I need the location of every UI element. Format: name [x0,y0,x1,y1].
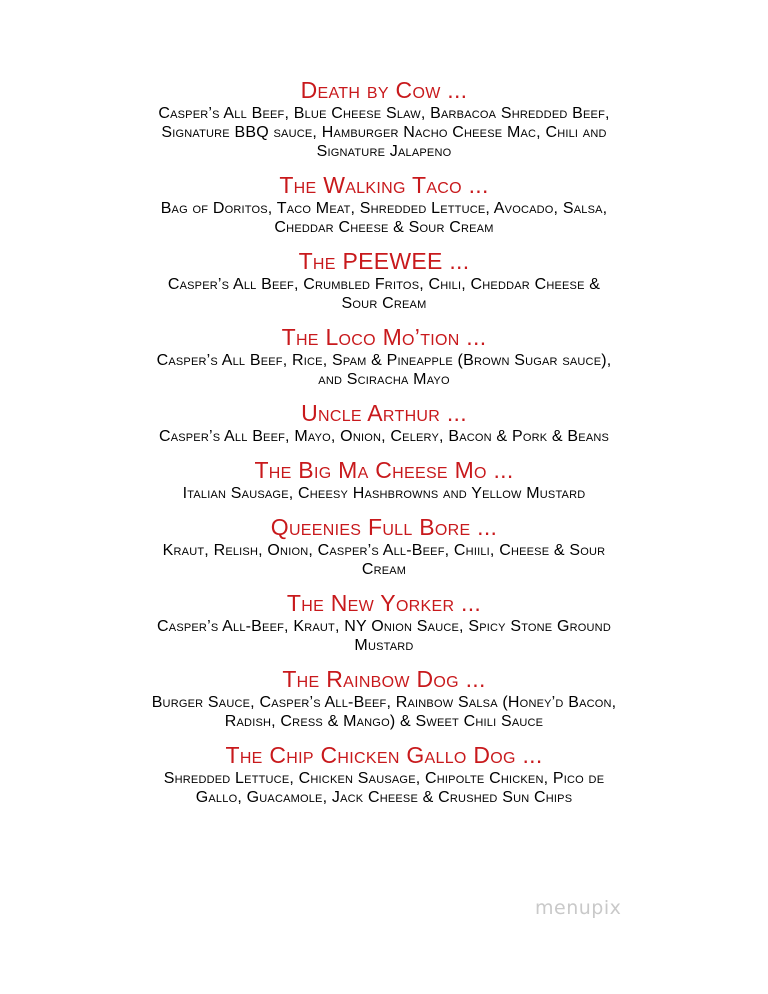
menu-item-description: Bag of Doritos, Taco Meat, Shredded Lettuce, Avocado, Salsa, Cheddar Cheese & Sour Cream [160,200,608,236]
menu-item-name: The Loco Mo’tion ... [281,324,487,350]
menu-item-description: Kraut, Relish, Onion, Casper’s All-Beef, Chiili, Cheese & Sour Cream [162,542,606,578]
menu-item-description: Casper’s All Beef, Rice, Spam & Pineapple (Brown Sugar sauce), and Sciracha Mayo [156,352,612,388]
menu-item-big-ma-cheese-mo [0,456,768,503]
menu-item-name: The Rainbow Dog ... [282,666,486,692]
menu-item-name: Queenies Full Bore ... [270,514,498,540]
menu-item-rainbow-dog [0,665,768,731]
menu-item-description: Italian Sausage, Cheesy Hashbrowns and Yellow Mustard [182,485,586,502]
menu-item-death-by-cow [0,76,768,161]
menu-list [0,76,768,817]
menu-item-name: The Walking Taco ... [279,172,489,198]
menu-item-name: Death by Cow ... [300,77,468,103]
menu-item-name: The Chip Chicken Gallo Dog ... [225,742,543,768]
menu-item-name: Uncle Arthur ... [301,400,467,426]
menu-item-new-yorker [0,589,768,655]
menu-item-description: Burger Sauce, Casper’s All-Beef, Rainbow Salsa (Honey’d Bacon, Radish, Cress & Mango) & Sweet Chili Sauce [151,694,617,730]
menu-item-name: The New Yorker ... [286,590,482,616]
menu-item-description: Casper’s All Beef, Mayo, Onion, Celery, Bacon & Pork & Beans [158,428,610,445]
menupix-watermark: menupix [535,897,622,919]
menu-item-description: Casper’s All-Beef, Kraut, NY Onion Sauce, Spicy Stone Ground Mustard [157,618,611,654]
menu-item-name: The Big Ma Cheese Mo ... [254,457,514,483]
menu-item-chip-chicken-gallo-dog [0,741,768,807]
menu-item-uncle-arthur [0,399,768,446]
menu-item-loco-motion [0,323,768,389]
menu-item-peewee [0,247,768,313]
menu-item-description: Shredded Lettuce, Chicken Sausage, Chipolte Chicken, Pico de Gallo, Guacamole, Jack Cheese & Crushed Sun Chips [163,770,605,806]
menu-item-queenies-full-bore [0,513,768,579]
menu-item-name: The PEEWEE ... [298,248,470,274]
menu-item-walking-taco [0,171,768,237]
menu-item-description: Casper’s All Beef, Blue Cheese Slaw, Barbacoa Shredded Beef, Signature BBQ sauce, Hamburger Nacho Cheese Mac, Chili and Signature Jalapeno [158,105,610,160]
menu-item-description: Casper’s All Beef, Crumbled Fritos, Chili, Cheddar Cheese & Sour Cream [167,276,601,312]
